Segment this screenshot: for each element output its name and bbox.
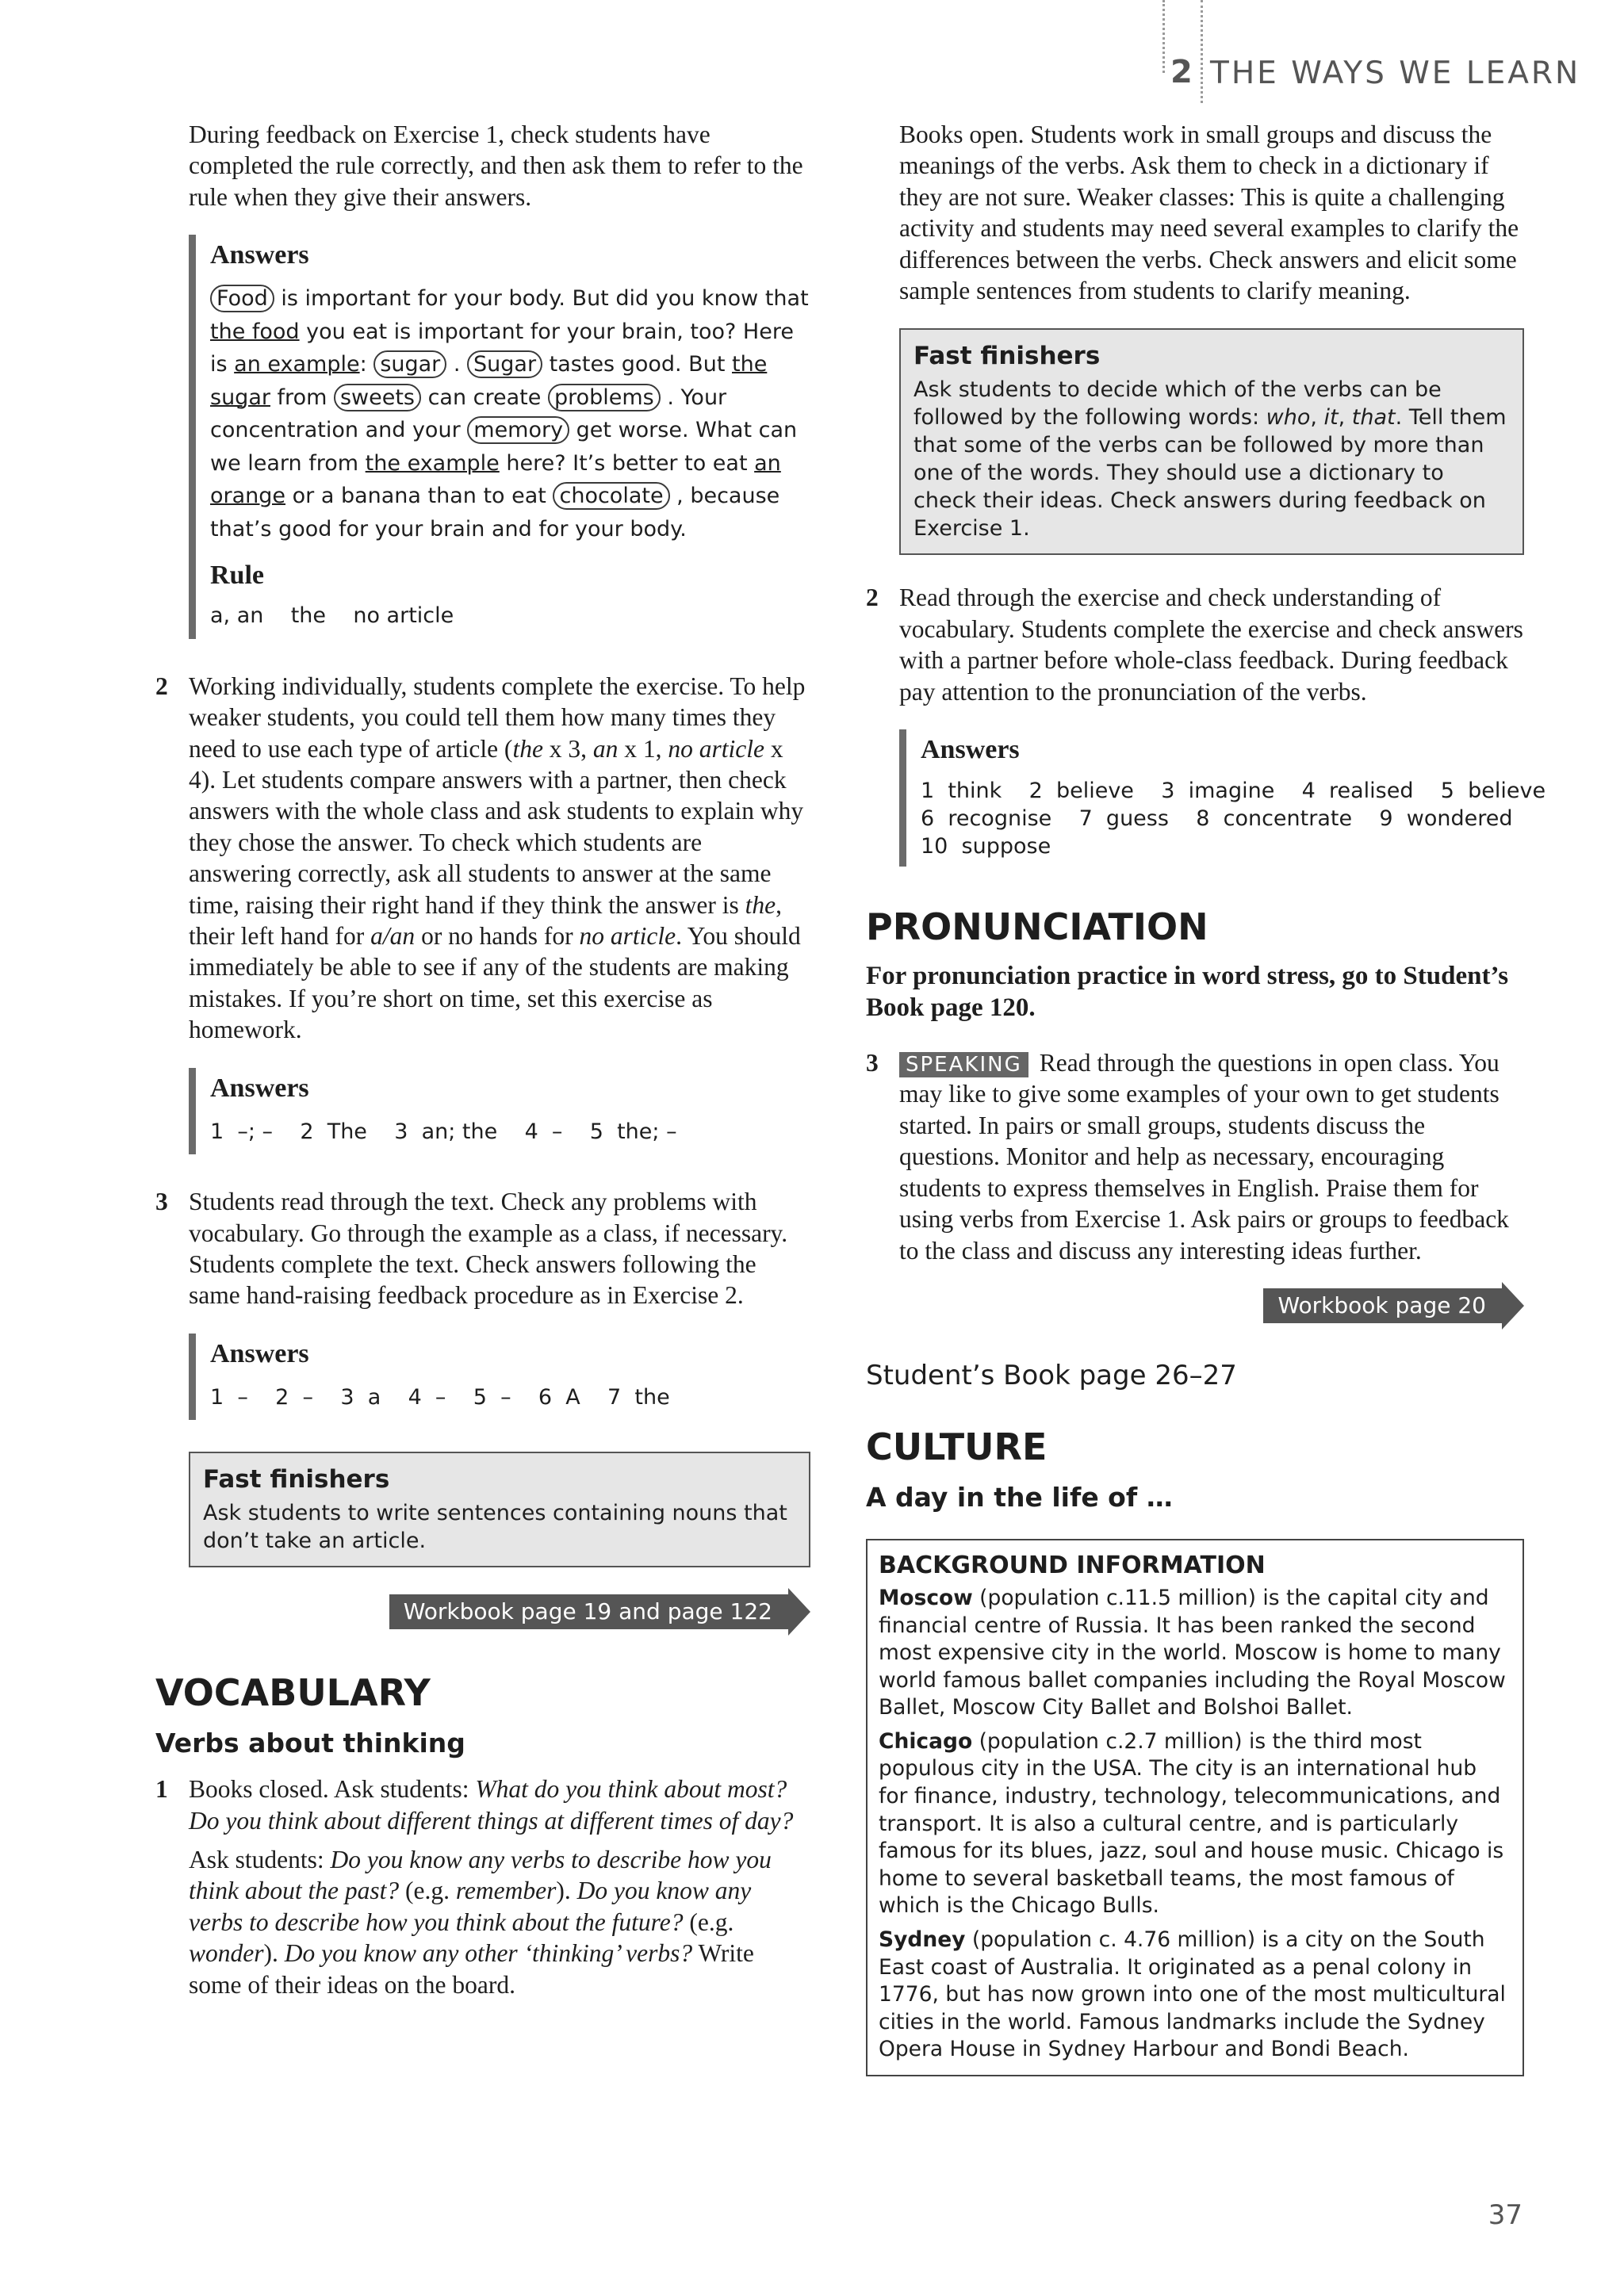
answers-text: Food is important for your body. But did you know that the food you eat is important for your brain, too? Here is an example: sugar . Sugar tastes good. But the sugar from sweets can create problems . Your concentration and your memory get worse. What can we learn from the example here? It’s better to eat an orange or a banana than to eat chocolate , because that’s good for your brain and for your body. xyxy=(210,286,809,541)
exercise-3: 3 Students read through the text. Check any problems with vocabulary. Go through the example as a class, if necessary. Students complete the text. Check answers following the same hand-raising feedback procedure as in Exercise 2. xyxy=(155,1188,788,1310)
exercise-number: 2 xyxy=(155,672,168,700)
culture-heading: CULTURE xyxy=(866,1425,1048,1468)
underlined-phrase: an example xyxy=(234,352,360,377)
answers-heading: Answers xyxy=(210,240,309,270)
answers-box xyxy=(899,729,1546,867)
exercise-number: 3 xyxy=(155,1188,168,1216)
workbook-reference xyxy=(155,1594,810,1629)
fast-finishers-box xyxy=(189,1452,810,1567)
answers-line: 6 recognise 7 guess 8 concentrate 9 wondered xyxy=(921,806,1513,832)
fast-finishers-heading: Fast finishers xyxy=(914,342,1101,371)
fast-finishers-text: Ask students to write sentences containing nouns that don’t take an article. xyxy=(203,1501,787,1554)
answers-heading: Answers xyxy=(921,735,1020,765)
circled-word: chocolate xyxy=(553,482,669,510)
vocabulary-heading: VOCABULARY xyxy=(155,1671,431,1715)
page-number: 37 xyxy=(1488,2199,1522,2231)
books-open-paragraph: Books open. Students work in small groups and discuss the meanings of the verbs. Ask them to check in a dictionary if they are not sure. Weaker classes: This is quite a challenging activity and students may need several examples to clarify the differences between the verbs. Check answers and elicit some sample sentences from students to clarify meaning. xyxy=(899,121,1519,305)
left-column xyxy=(155,119,810,2022)
unit-number: 2 xyxy=(1170,54,1193,90)
fast-finishers-heading: Fast finishers xyxy=(203,1465,390,1494)
circled-word: problems xyxy=(548,384,661,411)
vocab-exercise-1-continued: Ask students: Do you know any verbs to describe how you think about the past? (e.g. remember). Do you know any verbs to describe how you think about the future? (e.g. wonder). Do you know any other ‘thinking’ verbs? Write some of their ideas on the board. xyxy=(189,1846,772,1999)
page-header xyxy=(1142,0,1624,103)
background-heading: BACKGROUND INFORMATION xyxy=(879,1551,1266,1579)
culture-subheading: A day in the life of … xyxy=(866,1481,1173,1513)
unit-title: THE WAYS WE LEARN xyxy=(1210,55,1581,91)
vocabulary-subheading: Verbs about thinking xyxy=(155,1728,465,1759)
answers-line: 1 think 2 believe 3 imagine 4 realised 5 believe xyxy=(921,779,1546,804)
answers-list: 1 –; – 2 The 3 an; the 4 – 5 the; – xyxy=(210,1119,677,1144)
exercise-number: 1 xyxy=(155,1775,168,1804)
circled-word: Sugar xyxy=(467,350,542,378)
answers-box-2 xyxy=(189,1068,810,1155)
sydney-paragraph: Sydney (population c. 4.76 million) is a city on the South East coast of Australia. It originated as a penal colony in 1776, but has now grown into one of the most multicultural cities in the world. Famous landmarks include the Sydney Opera House in Sydney Harbour and Bondi Beach. xyxy=(879,1927,1506,2062)
exercise-number: 2 xyxy=(866,584,879,612)
fast-finishers-box xyxy=(899,328,1524,555)
workbook-reference xyxy=(866,1288,1524,1323)
exercise-2: 2 Working individually, students complete the exercise. To help weaker students, you could tell them how many times they need to use each type of article (the x 3, an x 1, no article x 4). Let students compare answers with a partner, then check answers with the whole class and ask students to explain why they chose the answer. To check which students are answering correctly, ask all students to answer at the same time, raising their right hand if they think the answer is the, their left hand for a/an or no hands for no article. You should immediately be able to see if any of the students are making mistakes. If you’re short on time, set this exercise as homework. xyxy=(155,672,806,1044)
answers-heading: Answers xyxy=(210,1073,309,1103)
students-book-reference: Student’s Book page 26–27 xyxy=(866,1359,1237,1391)
answers-list: 1 – 2 – 3 a 4 – 5 – 6 A 7 the xyxy=(210,1384,670,1410)
pronunciation-heading: PRONUNCIATION xyxy=(866,905,1208,949)
rule-heading: Rule xyxy=(210,561,264,591)
circled-word: sugar xyxy=(373,350,446,378)
circled-word: sweets xyxy=(334,384,421,411)
circled-word: Food xyxy=(210,285,274,312)
answers-list xyxy=(921,777,1546,860)
answers-box-3 xyxy=(189,1334,810,1421)
intro-paragraph: During feedback on Exercise 1, check students have completed the rule correctly, and then ask them to refer to the rule when they give their answers. xyxy=(189,121,803,211)
circled-word: memory xyxy=(467,416,569,444)
vocab-exercise-1: 1 Books closed. Ask students: What do you think about most? Do you think about different things at different times of day? xyxy=(155,1775,794,1835)
exercise-2: 2 Read through the exercise and check understanding of vocabulary. Students complete the exercise and check answers with a partner before whole-class feedback. During feedback pay attention to the pronunciation of the verbs. xyxy=(866,584,1523,706)
workbook-tag: Workbook page 20 xyxy=(1263,1288,1502,1323)
moscow-paragraph: Moscow (population c.11.5 million) is the capital city and financial centre of Russia. It has been ranked the second most expensive city in the world. Moscow is home to many world famous ballet companies including the Royal Moscow Ballet, Moscow City Ballet and Bolshoi Ballet. xyxy=(879,1585,1506,1720)
underlined-phrase: the food xyxy=(210,319,300,344)
underlined-phrase: the example xyxy=(365,450,500,476)
answers-line: 10 suppose xyxy=(921,834,1051,859)
exercise-number: 3 xyxy=(866,1049,879,1077)
answers-heading: Answers xyxy=(210,1338,309,1368)
right-column xyxy=(866,119,1546,2076)
workbook-tag: Workbook page 19 and page 122 xyxy=(389,1594,788,1629)
header-divider xyxy=(1201,0,1203,103)
underlined-phrase: the sugar xyxy=(210,352,768,410)
speaking-tag: SPEAKING xyxy=(899,1052,1028,1077)
answers-box-1 xyxy=(189,235,810,639)
chicago-paragraph: Chicago (population c.2.7 million) is the third most populous city in the USA. The city is an international hub for finance, industry, technology, telecommunications, and transport. It is also a cultural centre, and is particularly famous for its blues, jazz, soul and house music. Chicago is home to several basketball teams, the most famous of which is the Chicago Bulls. xyxy=(879,1728,1504,1919)
header-divider xyxy=(1162,0,1165,73)
pronunciation-note: For pronunciation practice in word stress, go to Student’s Book page 120. xyxy=(866,962,1509,1023)
underlined-phrase: an orange xyxy=(210,450,781,509)
fast-finishers-text: Ask students to decide which of the verbs can be followed by the following words: who, it, that. Tell them that some of the verbs can be followed by more than one of the words. They should use a dictionary to check their ideas. Check answers during feedback on Exercise 1. xyxy=(914,377,1507,541)
rule-text: a, an the no article xyxy=(210,603,454,629)
exercise-3: 3 SPEAKING Read through the questions in open class. You may like to give some examples of your own to get students started. In pairs or small groups, students discuss the questions. Monitor and help as necessary, encouraging students to express themselves in English. Praise them for using verbs from Exercise 1. Ask pairs or groups to feedback to the class and discuss any interesting ideas further. xyxy=(866,1049,1509,1265)
background-information-box xyxy=(866,1539,1524,2076)
